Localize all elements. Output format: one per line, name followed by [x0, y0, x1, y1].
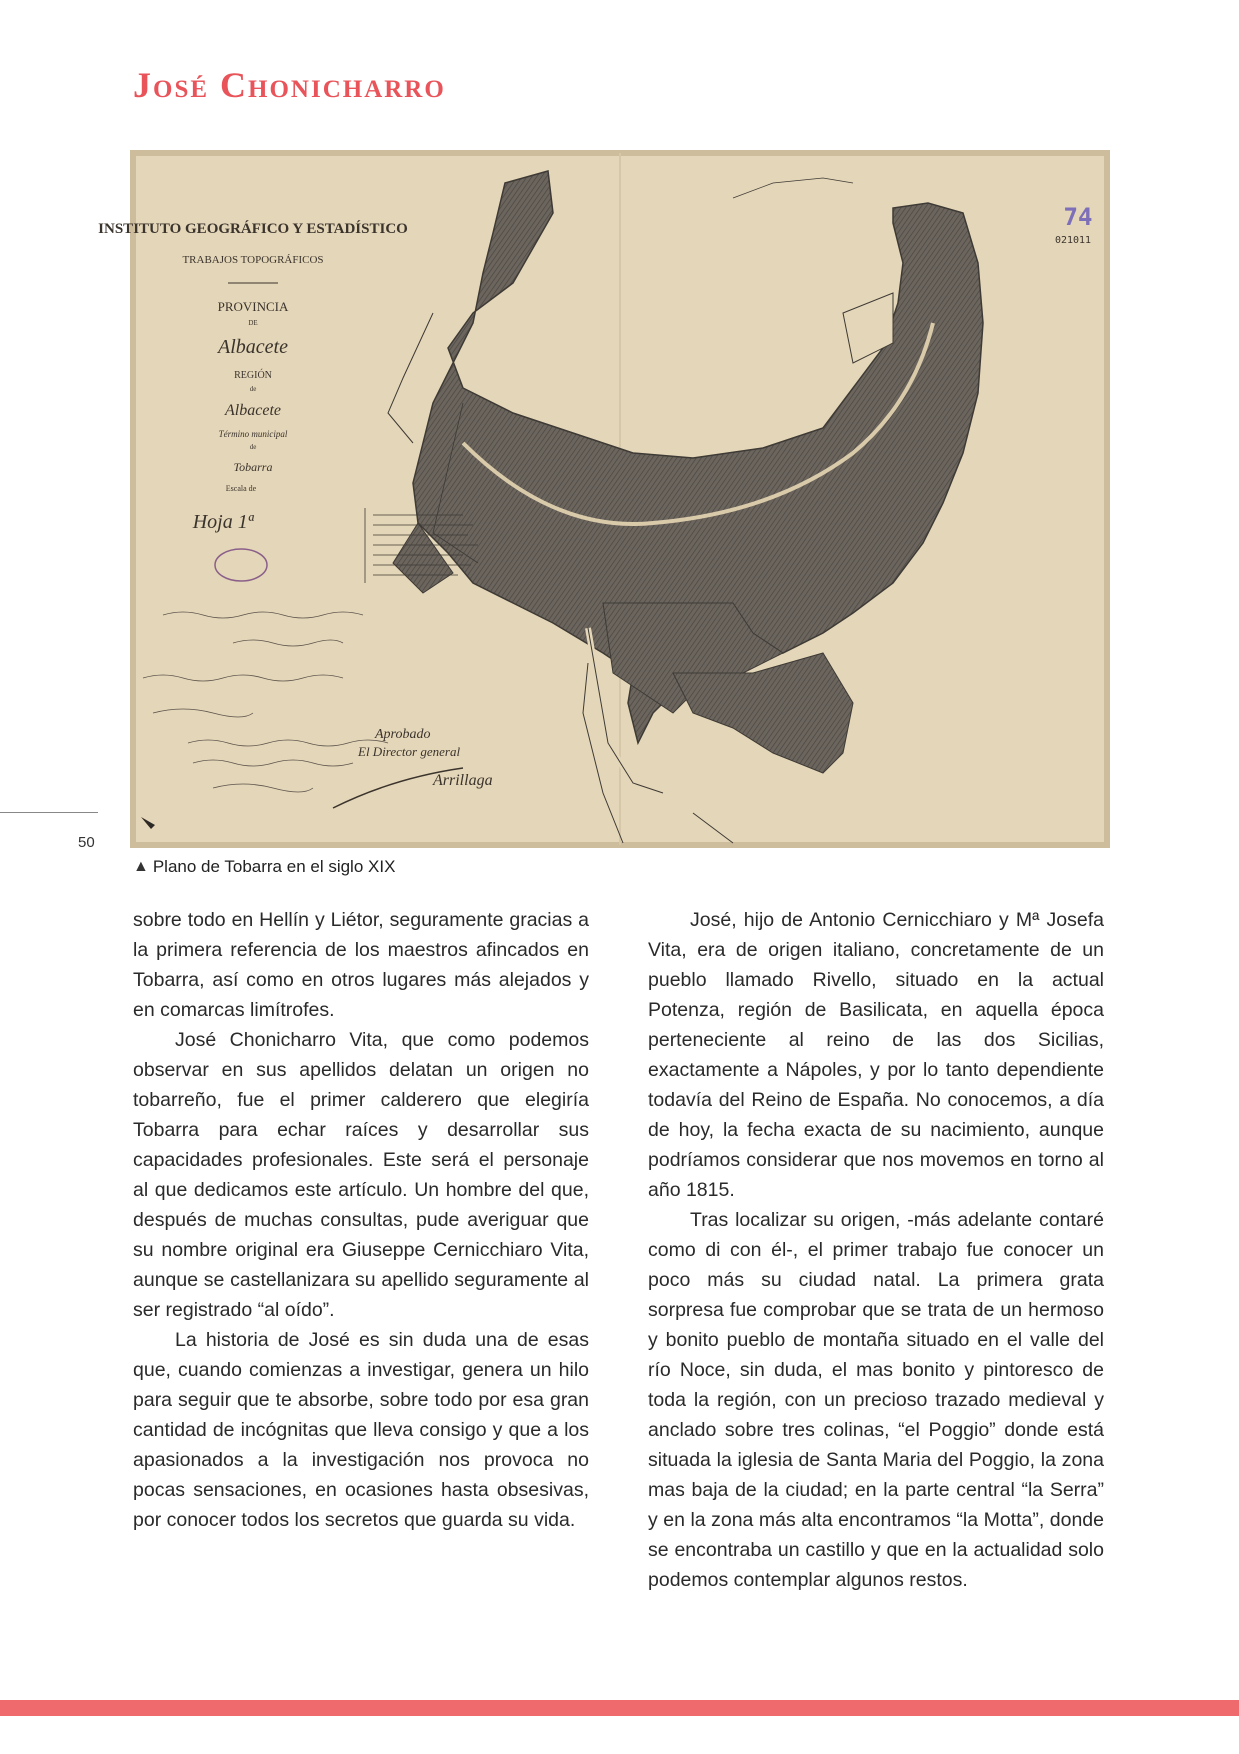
map-de-2: de: [249, 385, 257, 393]
map-de-1: DE: [248, 319, 258, 327]
map-region-name: Albacete: [225, 402, 281, 419]
map-region-label: REGIÓN: [234, 370, 272, 381]
paragraph: José Chonicharro Vita, que como podemos observar en sus apellidos delatan un origen no tobarreño, fue el primer calderero que elegiría Tobarra para echar raíces y desarrollar sus capacidades profesionales. Este será el personaje al que dedicamos este artículo. Un hombre del que, después de muchas consultas, pude averiguar que su nombre original era Giuseppe Cernicchiaro Vita, aunque se castellanizara su apellido seguramente al ser registrado “al oído”.: [133, 1029, 589, 1321]
map-scale-label: Escala de: [225, 484, 257, 493]
paragraph: sobre todo en Hellín y Liétor, seguramente gracias a la primera referencia de los maestros afincados en Tobarra, así como en otros lugares más alejados y en comarcas limítrofes.: [133, 909, 589, 1021]
map-signature: Arrillaga: [433, 772, 493, 789]
map-works-label: TRABAJOS TOPOGRÁFICOS: [182, 254, 324, 266]
map-de-3: de: [249, 443, 257, 451]
page-number: 50: [78, 834, 95, 851]
figure-caption: [133, 857, 395, 877]
map-catalog-number: 021011: [1054, 235, 1092, 246]
paragraph: La historia de José es sin duda una de esas que, cuando comienzas a investigar, genera un hilo para seguir que te absorbe, sobre todo por esa gran cantidad de incógnitas que lleva consigo y que a los apasionados a la investigación nos provoca no pocas sensaciones, en ocasiones hasta obsesivas, por conocer todos los secretos que guarda su vida.: [133, 1329, 589, 1531]
map-institute-title: INSTITUTO GEOGRÁFICO Y ESTADÍSTICO: [98, 221, 408, 237]
paragraph: Tras localizar su origen, -más adelante contaré como di con él-, el primer trabajo fue conocer un poco más su ciudad natal. La primera grata sorpresa fue comprobar que se trata de un hermoso y bonito pueblo de montaña situado en el valle del río Noce, sin duda, el mas bonito y pintoresco de toda la región, con un precioso trazado medieval y anclado sobre tres colinas, “el Poggio” donde está situada la iglesia de Santa Maria del Poggio, la zona mas baja de la ciudad; en la parte central “la Serra” y en la zona más alta encontramos “la Motta”, donde se encontraba un castillo y que en la actualidad solo podemos contemplar algunos restos.: [648, 1209, 1104, 1591]
paragraph: José, hijo de Antonio Cernicchiaro y Mª Josefa Vita, era de origen italiano, concretamente de un pueblo llamado Rivello, situado en la actual Potenza, región de Basilicata, en aquella época perteneciente al reino de las dos Sicilias, exactamente a Nápoles, y por lo tanto dependiente todavía del Reino de España. No conocemos, a día de hoy, la fecha exacta de su nacimiento, aunque podríamos considerar que nos movemos en torno al año 1815.: [648, 909, 1104, 1201]
figure-caption-text: Plano de Tobarra en el siglo XIX: [152, 857, 396, 876]
tobarra-map-image: [98, 153, 1107, 845]
map-approved-label: Aprobado: [375, 727, 431, 742]
map-municipal-label: Término municipal: [218, 429, 288, 439]
map-sheet-label: Hoja 1ª: [192, 511, 254, 533]
map-stamp-number: 74: [1063, 203, 1093, 231]
footer-bar: [0, 1700, 1239, 1716]
historic-map-figure: [98, 153, 1107, 845]
page-title: José Chonicharro: [133, 65, 446, 105]
map-province-label: PROVINCIA: [217, 299, 289, 314]
triangle-up-icon: ▲: [133, 858, 149, 875]
margin-rule: [0, 812, 98, 813]
body-column-left: [133, 905, 589, 1535]
body-column-right: [648, 905, 1104, 1595]
map-municipality-name: Tobarra: [233, 460, 273, 474]
map-province-name: Albacete: [218, 336, 288, 358]
map-approved-by: El Director general: [358, 744, 461, 759]
